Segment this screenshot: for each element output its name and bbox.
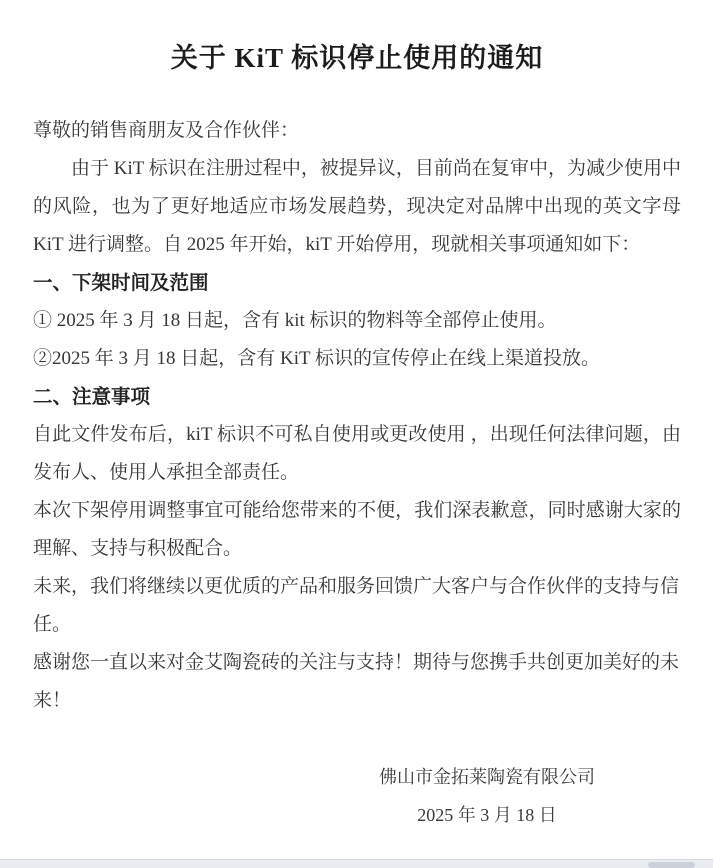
section-2-heading: 二、注意事项: [33, 386, 151, 408]
section-2-paragraph-4: 感谢您一直以来对金艾陶瓷砖的关注与支持！期待与您携手共创更加美好的未来！: [33, 652, 680, 711]
signature-date: 2025 年 3 月 18 日: [417, 805, 557, 825]
section-1-item-2: ②2025 年 3 月 18 日起，含有 KiT 标识的宣传停止在线上渠道投放。: [33, 348, 601, 369]
intro-paragraph: 由于 KiT 标识在注册过程中，被提异议，目前尚在复审中，为减少使用中的风险，也为了更好地适应市场发展趋势，现决定对品牌中出现的英文字母 KiT 进行调整。自 2025 年开始，kiT 开始停用，现就相关事项通知如下：: [33, 158, 681, 255]
section-1-item-1: ① 2025 年 3 月 18 日起，含有 kit 标识的物料等全部停止使用。: [33, 310, 557, 331]
section-2-paragraph-1: 自此文件发布后，kiT 标识不可私自使用或更改使用 ，出现任何法律问题，由发布人、使用人承担全部责任。: [33, 424, 681, 483]
salutation: 尊敬的销售商朋友及合作伙伴：: [33, 120, 300, 141]
section-2-paragraph-2: 本次下架停用调整事宜可能给您带来的不便，我们深表歉意，同时感谢大家的理解、支持与积极配合。: [33, 500, 681, 559]
scrollbar-thumb[interactable]: [648, 862, 695, 868]
signature-block: [379, 758, 595, 834]
document-title: 关于 KiT 标识停止使用的通知: [170, 43, 544, 73]
section-1-heading: 一、下架时间及范围: [33, 272, 209, 294]
signature-company: 佛山市金拓莱陶瓷有限公司: [379, 767, 595, 787]
section-2-paragraph-3: 未来，我们将继续以更优质的产品和服务回馈广大客户与合作伙伴的支持与信任。: [33, 576, 680, 635]
horizontal-scrollbar[interactable]: [0, 859, 713, 868]
